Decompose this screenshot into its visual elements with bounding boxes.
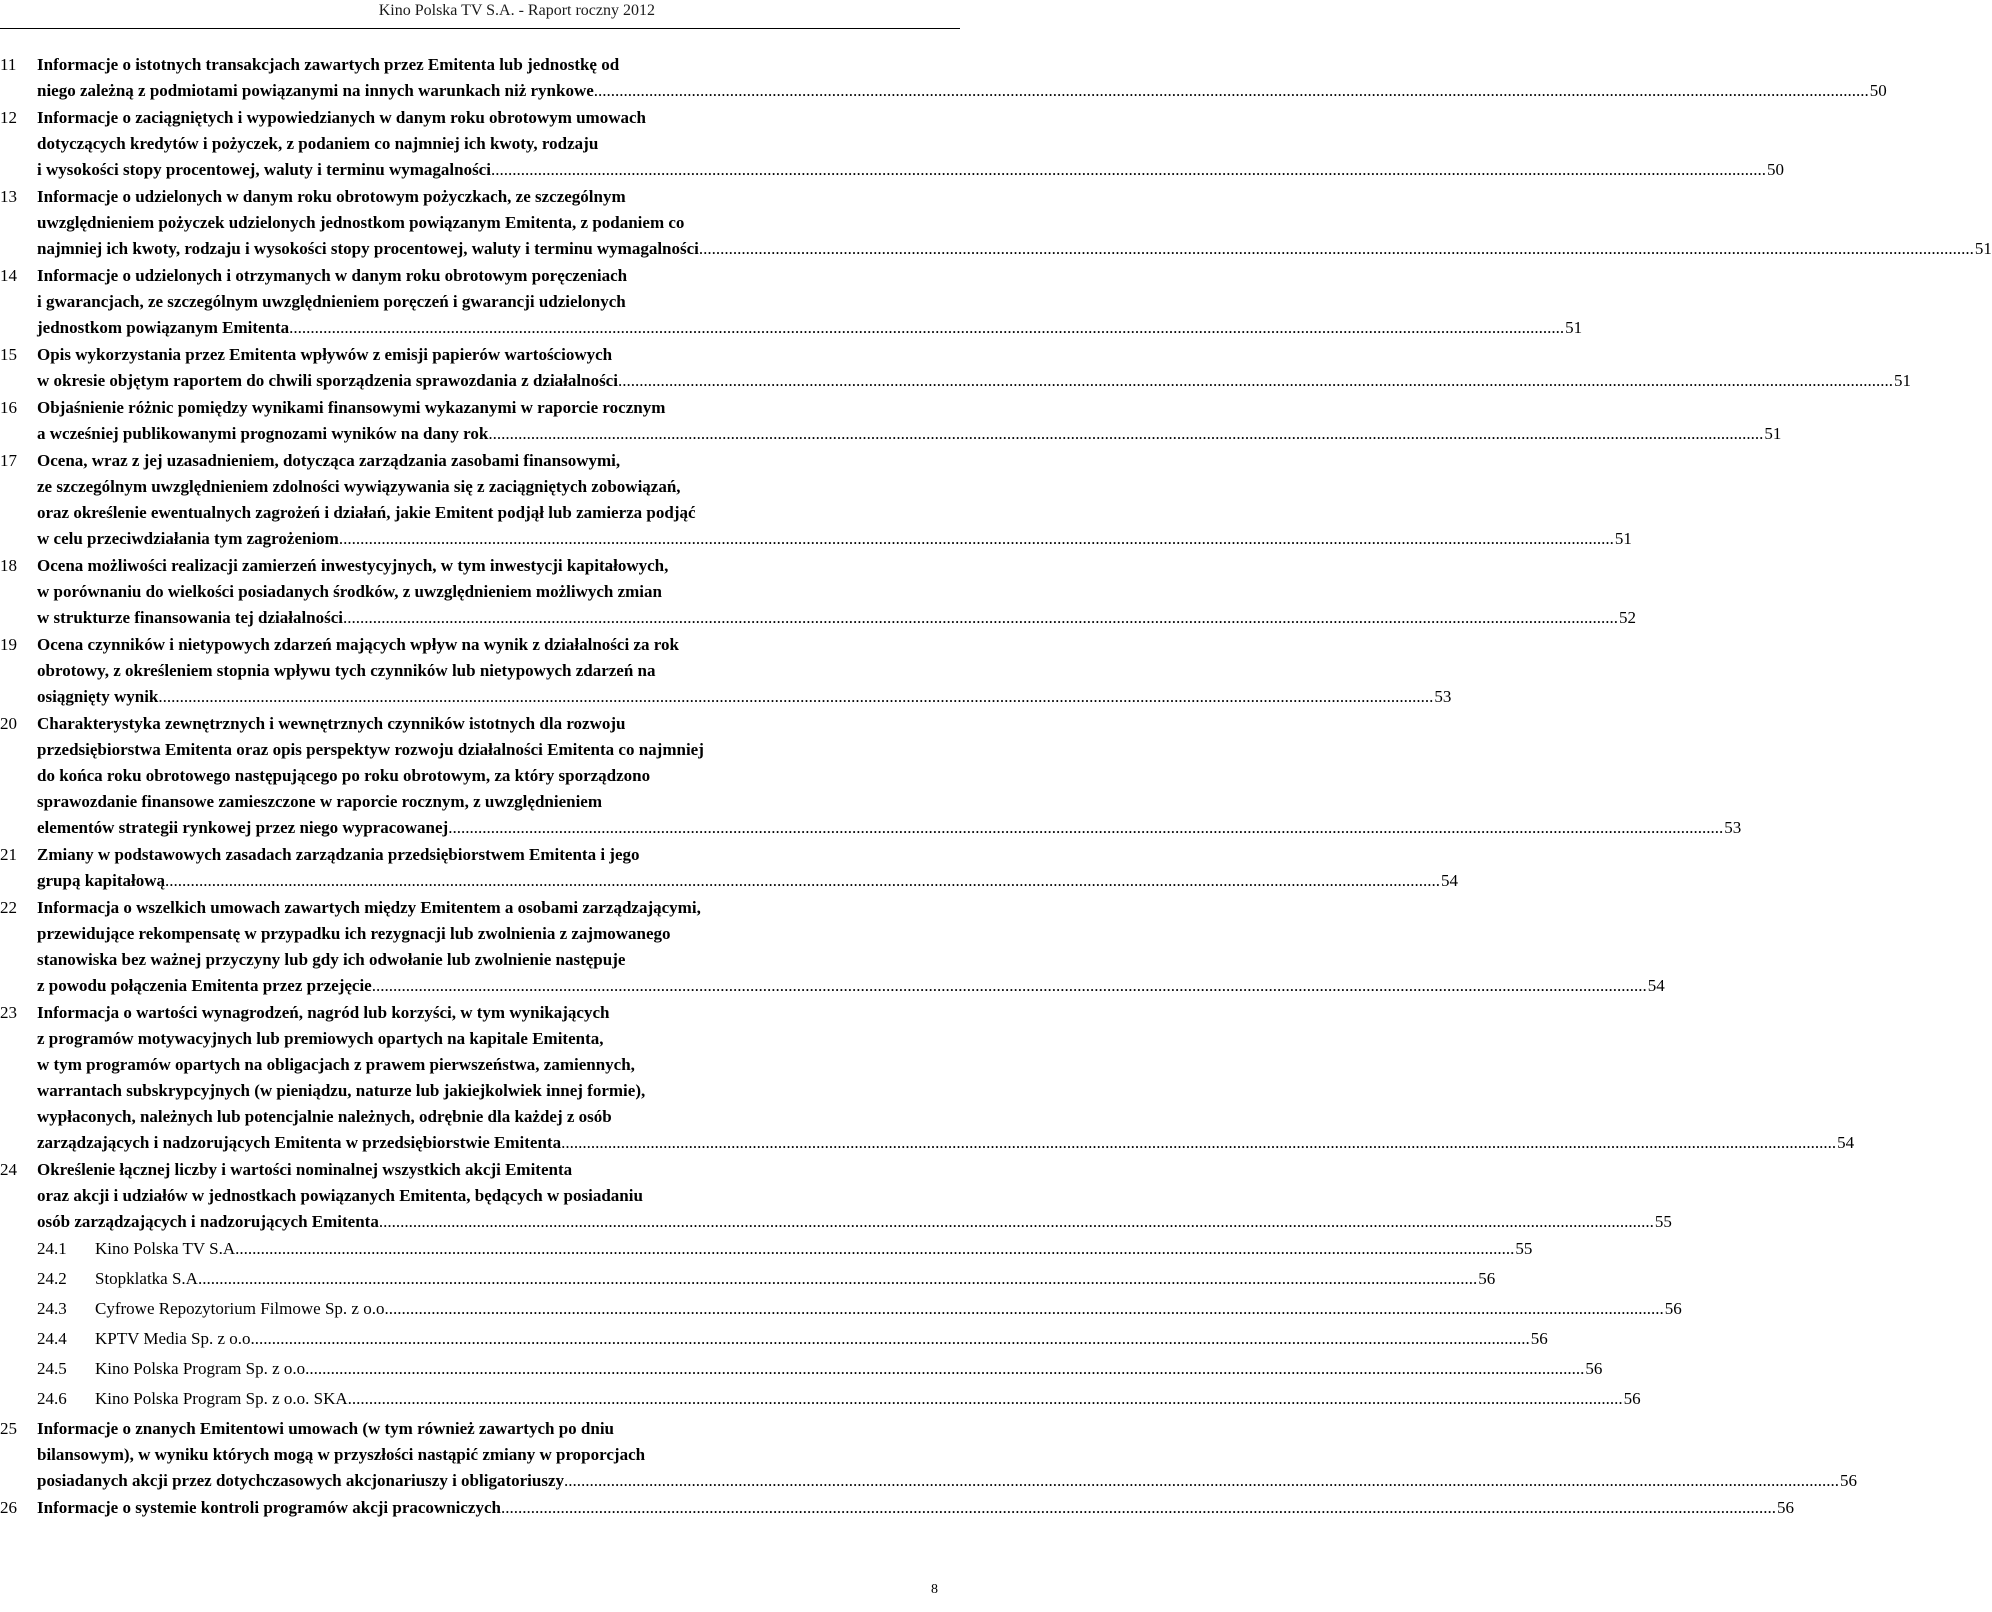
- toc-entry-last-line: [37, 605, 1636, 631]
- toc-entry[interactable]: [0, 263, 1583, 341]
- toc-subentry-title: [95, 1326, 1548, 1352]
- toc-subentry[interactable]: [37, 1236, 1533, 1262]
- toc-page-number: 56: [1840, 1471, 1857, 1490]
- toc-entry-last-line: [37, 1209, 1672, 1235]
- toc-entry-line: w okresie objętym raportem do chwili sporządzenia sprawozdania z działalności: [37, 371, 618, 390]
- dot-leader: [564, 1468, 1839, 1494]
- toc-entry-line: z powodu połączenia Emitenta przez przejęcie: [37, 976, 372, 995]
- toc-entry-number: 24: [0, 1160, 17, 1179]
- toc-entry[interactable]: [0, 52, 1887, 104]
- toc-page-number: 56: [1623, 1389, 1641, 1408]
- toc-entry-line: Ocena możliwości realizacji zamierzeń inwestycyjnych, w tym inwestycji kapitałowych,: [37, 556, 669, 575]
- toc-entry-number: 25: [0, 1419, 17, 1438]
- toc-entry[interactable]: [0, 895, 1665, 999]
- toc-entry-number: 17: [0, 451, 17, 470]
- dot-leader: [379, 1209, 1654, 1235]
- toc-subentry-text: Cyfrowe Repozytorium Filmowe Sp. z o.o.: [95, 1299, 389, 1318]
- toc-entry-number: 15: [0, 345, 17, 364]
- toc-page-number: 51: [1565, 318, 1583, 337]
- toc-entry-title: [37, 711, 1741, 841]
- toc-subentry-number: 24.1: [37, 1239, 67, 1258]
- toc-entry[interactable]: [0, 1416, 1857, 1494]
- dot-leader: [165, 868, 1440, 894]
- toc-page-number: 53: [1724, 818, 1742, 837]
- dot-leader: [561, 1130, 1836, 1156]
- toc-entry-line: zarządzających i nadzorujących Emitenta w przedsiębiorstwie Emitenta: [37, 1133, 562, 1152]
- toc-entry-last-line: [37, 526, 1632, 552]
- dot-leader: [618, 368, 1893, 394]
- dot-leader: [289, 315, 1564, 341]
- toc-entry[interactable]: [0, 105, 1784, 183]
- toc-subentry[interactable]: [37, 1326, 1548, 1352]
- toc-entry-line: najmniej ich kwoty, rodzaju i wysokości stopy procentowej, waluty i terminu wymagalności: [37, 239, 699, 258]
- toc-page-number: 50: [1869, 81, 1887, 100]
- toc-entry-line: Informacje o systemie kontroli programów akcji pracowniczych: [37, 1498, 501, 1517]
- toc-page-number: 55: [1654, 1212, 1672, 1231]
- toc-entry-line: ze szczególnym uwzględnieniem zdolności wywiązywania się z zaciągniętych zobowiązań,: [37, 477, 681, 496]
- toc-entry[interactable]: [0, 1000, 1855, 1156]
- toc-entry-line: Informacje o istotnych transakcjach zawartych przez Emitenta lub jednostkę od: [37, 55, 620, 74]
- toc-entry-line: oraz określenie ewentualnych zagrożeń i działań, jakie Emitent podjął lub zamierza podjąć: [37, 503, 696, 522]
- toc-entry[interactable]: [0, 553, 1636, 631]
- toc-entry-line: sprawozdanie finansowe zamieszczone w raporcie rocznym, z uwzględnieniem: [37, 792, 603, 811]
- toc-entry-line: Ocena czynników i nietypowych zdarzeń mających wpływ na wynik z działalności za rok: [37, 635, 679, 654]
- page-number: 8: [931, 1582, 938, 1597]
- toc-entry-title: [37, 1416, 1857, 1494]
- toc-entry-line: w tym programów opartych na obligacjach z prawem pierwszeństwa, zamiennych,: [37, 1055, 635, 1074]
- header-divider: [0, 28, 960, 29]
- toc-entry-last-line: [37, 684, 1451, 710]
- dot-leader: [501, 1495, 1776, 1521]
- toc-entry[interactable]: [0, 711, 1742, 841]
- toc-entry-last-line: [37, 315, 1582, 341]
- toc-entry-line: obrotowy, z określeniem stopnia wpływu tych czynników lub nietypowych zdarzeń na: [37, 661, 656, 680]
- toc-entry-title: [37, 1157, 1672, 1235]
- toc-entry-line: Opis wykorzystania przez Emitenta wpływów z emisji papierów wartościowych: [37, 345, 613, 364]
- toc-entry-line: Informacje o udzielonych i otrzymanych w danym roku obrotowym poręczeniach: [37, 266, 628, 285]
- toc-entry-last-line: [37, 1468, 1857, 1494]
- toc-entry[interactable]: [0, 1157, 1672, 1235]
- toc-subentry-number: 24.4: [37, 1329, 67, 1348]
- toc-entry-line: warrantach subskrypcyjnych (w pieniądzu, naturze lub jakiejkolwiek innej formie),: [37, 1081, 646, 1100]
- dot-leader: [239, 1236, 1514, 1262]
- toc-entry-title: [37, 632, 1451, 710]
- toc-subentry-title: [95, 1356, 1602, 1382]
- toc-entry-line: a wcześniej publikowanymi prognozami wyników na dany rok: [37, 424, 489, 443]
- dot-leader: [309, 1356, 1584, 1382]
- toc-page-number: 56: [1585, 1359, 1603, 1378]
- dot-leader: [699, 236, 1974, 262]
- toc-page-number: 50: [1766, 160, 1784, 179]
- toc-entry-line: i gwarancjach, ze szczególnym uwzględnieniem poręczeń i gwarancji udzielonych: [37, 292, 626, 311]
- dot-leader: [339, 526, 1614, 552]
- toc-page-number: 51: [1974, 239, 1992, 258]
- dot-leader: [255, 1326, 1530, 1352]
- toc-page-number: 51: [1893, 371, 1911, 390]
- toc-entry-last-line: [37, 236, 1992, 262]
- toc-subentry-title: [95, 1266, 1495, 1292]
- toc-entry-title: [37, 52, 1887, 104]
- toc-entry-line: uwzględnieniem pożyczek udzielonych jednostkom powiązanym Emitenta, z podaniem co: [37, 213, 685, 232]
- toc-entry-number: 18: [0, 556, 17, 575]
- toc-entry-title: [37, 342, 1911, 394]
- toc-entry-line: jednostkom powiązanym Emitenta: [37, 318, 290, 337]
- toc-entry-title: [37, 395, 1781, 447]
- toc-entry-line: dotyczących kredytów i pożyczek, z podaniem co najmniej ich kwoty, rodzaju: [37, 134, 599, 153]
- toc-entry-title: [37, 105, 1784, 183]
- toc-entry-number: 16: [0, 398, 17, 417]
- toc-page-number: 54: [1441, 871, 1458, 890]
- toc-entry-line: z programów motywacyjnych lub premiowych opartych na kapitale Emitenta,: [37, 1029, 604, 1048]
- dot-leader: [594, 78, 1869, 104]
- toc-page-number: 55: [1515, 1239, 1533, 1258]
- toc-entry-number: 26: [0, 1498, 17, 1517]
- toc-entry-line: w celu przeciwdziałania tym zagrożeniom: [37, 529, 339, 548]
- toc-entry-line: Objaśnienie różnic pomiędzy wynikami finansowymi wykazanymi w raporcie rocznym: [37, 398, 666, 417]
- toc-entry-line: niego zależną z podmiotami powiązanymi na innych warunkach niż rynkowe: [37, 81, 594, 100]
- toc-subentry-text: Stopklatka S.A.: [95, 1269, 203, 1288]
- document-header: Kino Polska TV S.A. - Raport roczny 2012: [378, 2, 655, 19]
- toc-entry-last-line: [37, 815, 1741, 841]
- toc-subentry[interactable]: [37, 1266, 1496, 1292]
- toc-entry[interactable]: [0, 395, 1782, 447]
- toc-subentry-text: KPTV Media Sp. z o.o.: [95, 1329, 255, 1348]
- toc-subentry-number: 24.5: [37, 1359, 67, 1378]
- toc-entry-number: 23: [0, 1003, 17, 1022]
- toc-entry[interactable]: [0, 448, 1632, 552]
- dot-leader: [348, 1386, 1623, 1412]
- toc-entry-line: grupą kapitałową: [37, 871, 165, 890]
- toc-subentry-title: [95, 1386, 1641, 1412]
- toc-page-number: 53: [1434, 687, 1452, 706]
- toc-page-number: 56: [1664, 1299, 1682, 1318]
- toc-entry-line: Charakterystyka zewnętrznych i wewnętrznych czynników istotnych dla rozwoju: [37, 714, 626, 733]
- toc-page-number: 56: [1776, 1498, 1794, 1517]
- toc-entry-last-line: [37, 78, 1887, 104]
- toc-entry-line: przedsiębiorstwa Emitenta oraz opis perspektyw rozwoju działalności Emitenta co najmniej: [37, 740, 704, 759]
- toc-page-number: 51: [1614, 529, 1632, 548]
- toc-entry-last-line: [37, 868, 1458, 894]
- toc-entry-last-line: [37, 157, 1784, 183]
- dot-leader: [343, 605, 1618, 631]
- toc-entry-title: [37, 842, 1458, 894]
- toc-entry-line: stanowiska bez ważnej przyczyny lub gdy ich odwołanie lub zwolnienie następuje: [37, 950, 626, 969]
- dot-leader: [372, 973, 1647, 999]
- toc-entry-last-line: [37, 368, 1911, 394]
- toc-entry-line: wypłaconych, należnych lub potencjalnie należnych, odrębnie dla każdej z osób: [37, 1107, 612, 1126]
- toc-subentry-number: 24.6: [37, 1389, 67, 1408]
- toc-entry-last-line: [37, 421, 1781, 447]
- toc-entry-title: [37, 263, 1582, 341]
- toc-entry[interactable]: [0, 1495, 1794, 1521]
- toc-entry-number: 19: [0, 635, 17, 654]
- toc-entry-number: 22: [0, 898, 17, 917]
- toc-entry-number: 11: [0, 55, 17, 74]
- dot-leader: [488, 421, 1763, 447]
- toc-entry-title: [37, 1495, 1794, 1521]
- toc-entry-line: posiadanych akcji przez dotychczasowych akcjonariuszy i obligatoriuszy: [37, 1471, 564, 1490]
- toc-subentry-title: [95, 1236, 1532, 1262]
- toc-entry-line: Ocena, wraz z jej uzasadnieniem, dotycząca zarządzania zasobami finansowymi,: [37, 451, 621, 470]
- toc-entry-title: [37, 448, 1632, 552]
- toc-subentry-title: [95, 1296, 1682, 1322]
- toc-entry-last-line: [37, 973, 1665, 999]
- toc-entry-line: osiągnięty wynik: [37, 687, 159, 706]
- toc-page-number: 52: [1619, 608, 1636, 627]
- toc-entry-title: [37, 553, 1636, 631]
- toc-entry-number: 12: [0, 108, 17, 127]
- toc-entry-line: bilansowym), w wyniku których mogą w przyszłości nastąpić zmiany w proporcjach: [37, 1445, 646, 1464]
- dot-leader: [448, 815, 1723, 841]
- toc-page-number: 56: [1530, 1329, 1548, 1348]
- toc-entry-line: Informacje o znanych Emitentowi umowach (w tym również zawartych po dniu: [37, 1419, 615, 1438]
- toc-subentry-number: 24.3: [37, 1299, 67, 1318]
- toc-page-number: 54: [1837, 1133, 1855, 1152]
- toc-entry[interactable]: [0, 184, 1992, 262]
- toc-entry-line: Informacje o udzielonych w danym roku obrotowym pożyczkach, ze szczególnym: [37, 187, 626, 206]
- toc-subentry[interactable]: [37, 1386, 1641, 1412]
- toc-entry-line: Informacja o wartości wynagrodzeń, nagród lub korzyści, w tym wynikających: [37, 1003, 610, 1022]
- toc-entry-line: Określenie łącznej liczby i wartości nominalnej wszystkich akcji Emitenta: [37, 1160, 573, 1179]
- toc-entry-number: 14: [0, 266, 17, 285]
- toc-entry-line: w strukturze finansowania tej działalności: [37, 608, 343, 627]
- toc-subentry[interactable]: [37, 1356, 1603, 1382]
- toc-entry[interactable]: [0, 842, 1458, 894]
- toc-entry[interactable]: [0, 342, 1911, 394]
- toc-subentry[interactable]: [37, 1296, 1682, 1322]
- toc-entry-line: elementów strategii rynkowej przez niego wypracowanej: [37, 818, 449, 837]
- toc-entry-number: 21: [0, 845, 17, 864]
- toc-entry-number: 13: [0, 187, 17, 206]
- toc-entry-title: [37, 184, 1992, 262]
- toc-entry[interactable]: [0, 632, 1452, 710]
- toc-entry-last-line: [37, 1495, 1794, 1521]
- toc-entry-title: [37, 895, 1665, 999]
- toc-entry-line: w porównaniu do wielkości posiadanych środków, z uwzględnieniem możliwych zmian: [37, 582, 662, 601]
- toc-page-number: 54: [1647, 976, 1665, 995]
- toc-subentry-text: Kino Polska TV S.A.: [95, 1239, 240, 1258]
- dot-leader: [491, 157, 1766, 183]
- toc-entry-line: osób zarządzających i nadzorujących Emitenta: [37, 1212, 379, 1231]
- toc-subentry-number: 24.2: [37, 1269, 67, 1288]
- toc-entry-last-line: [37, 1130, 1854, 1156]
- toc-subentry-text: Kino Polska Program Sp. z o.o.: [95, 1359, 310, 1378]
- toc-entry-line: Informacje o zaciągniętych i wypowiedzianych w danym roku obrotowym umowach: [37, 108, 646, 127]
- table-of-contents: [0, 52, 1992, 1522]
- toc-entry-line: przewidujące rekompensatę w przypadku ich rezygnacji lub zwolnienia z zajmowanego: [37, 924, 671, 943]
- dot-leader: [202, 1266, 1477, 1292]
- toc-entry-line: do końca roku obrotowego następującego po roku obrotowym, za który sporządzono: [37, 766, 651, 785]
- toc-entry-number: 20: [0, 714, 17, 733]
- toc-entry-title: [37, 1000, 1854, 1156]
- toc-entry-line: Zmiany w podstawowych zasadach zarządzania przedsiębiorstwem Emitenta i jego: [37, 845, 640, 864]
- toc-entry-line: i wysokości stopy procentowej, waluty i terminu wymagalności: [37, 160, 491, 179]
- toc-subentry-text: Kino Polska Program Sp. z o.o. SKA: [95, 1389, 348, 1408]
- toc-entry-line: oraz akcji i udziałów w jednostkach powiązanych Emitenta, będących w posiadaniu: [37, 1186, 643, 1205]
- toc-page-number: 56: [1478, 1269, 1496, 1288]
- dot-leader: [158, 684, 1433, 710]
- dot-leader: [389, 1296, 1664, 1322]
- toc-page-number: 51: [1764, 424, 1782, 443]
- toc-entry-line: Informacja o wszelkich umowach zawartych między Emitentem a osobami zarządzającymi,: [37, 898, 701, 917]
